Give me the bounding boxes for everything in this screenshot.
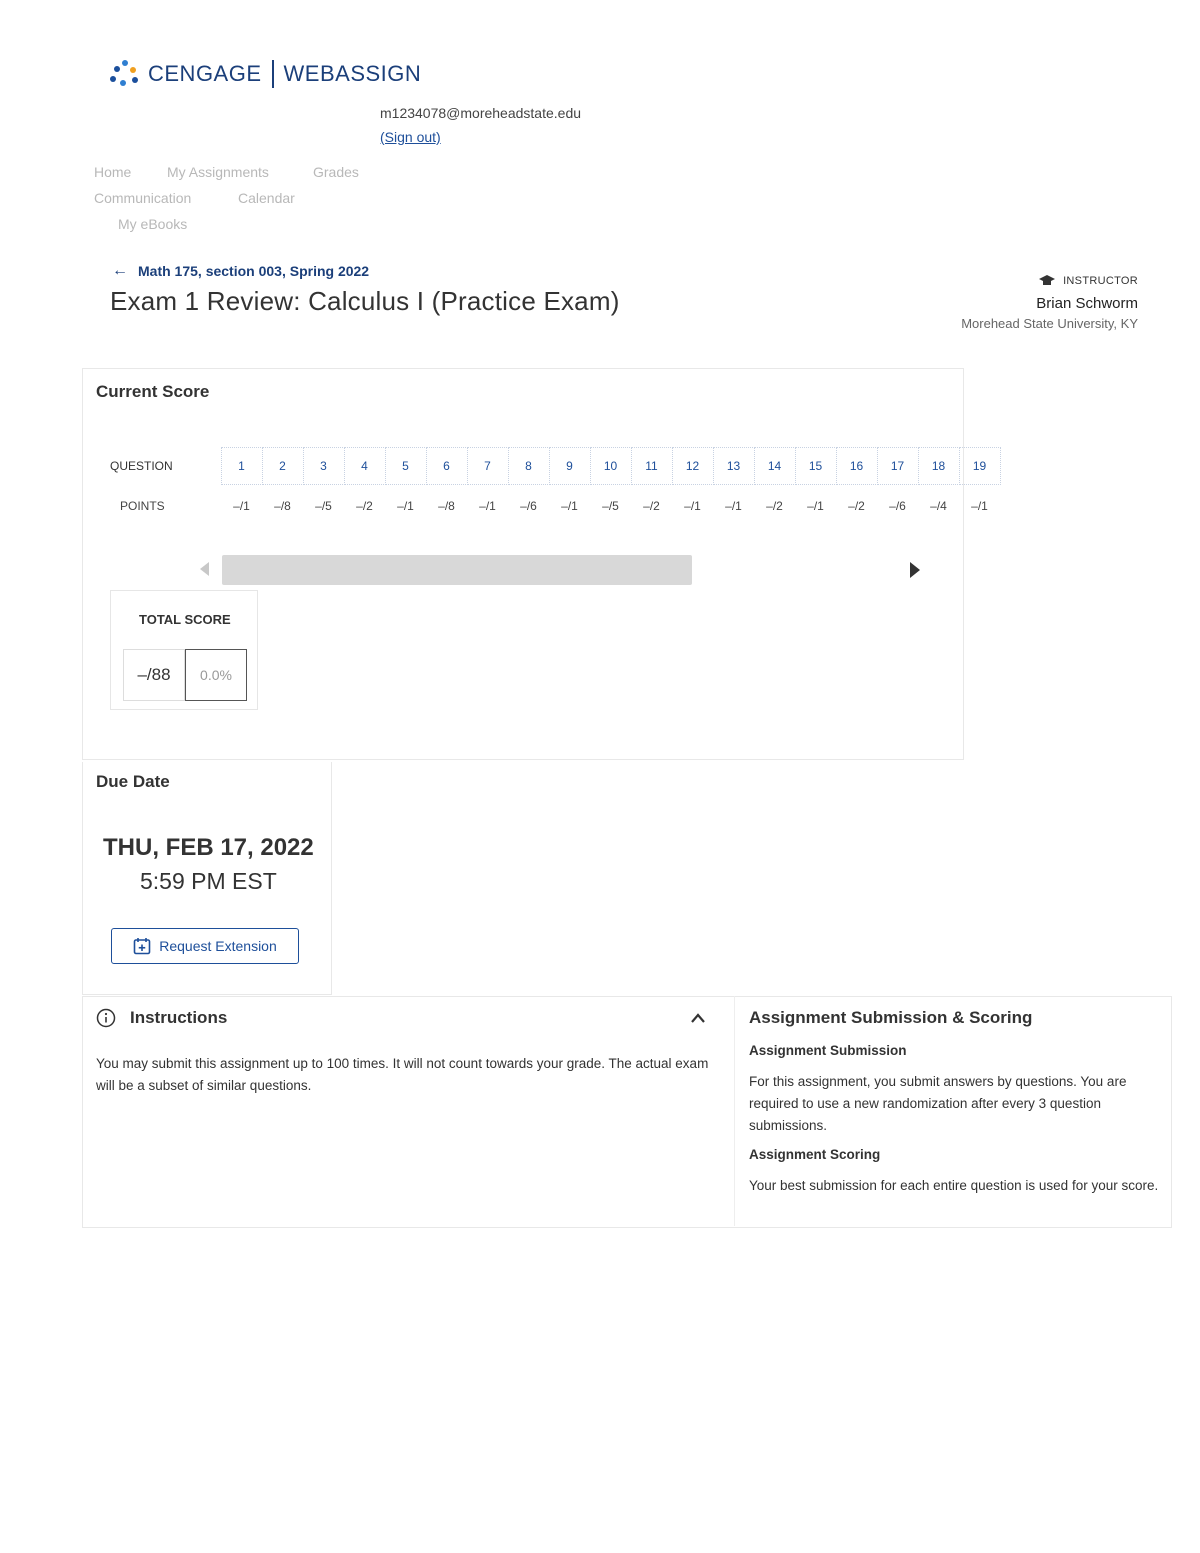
question-link-10[interactable]: 10 [590, 448, 631, 485]
points-cell: –/1 [479, 499, 496, 513]
question-link-15[interactable]: 15 [795, 448, 836, 485]
question-link-1[interactable]: 1 [221, 448, 262, 485]
panel-divider [734, 996, 735, 1226]
submission-text: For this assignment, you submit answers by questions. You are required to use a new randomization after every 3 question submissions. [749, 1074, 1127, 1133]
brand-divider [272, 60, 274, 88]
question-link-12[interactable]: 12 [672, 448, 713, 485]
brand-logo[interactable] [108, 58, 421, 90]
sign-out-link[interactable]: (Sign out) [380, 129, 441, 145]
instructor-role: INSTRUCTOR [1063, 275, 1138, 287]
points-cell: –/2 [848, 499, 865, 513]
points-cell: –/5 [602, 499, 619, 513]
calendar-plus-icon [133, 937, 151, 955]
total-score-label: TOTAL SCORE [139, 612, 231, 627]
back-to-course-link[interactable] [112, 262, 369, 280]
cengage-logo-icon [108, 58, 140, 90]
points-cell: –/1 [233, 499, 250, 513]
points-label: POINTS [120, 498, 165, 513]
back-arrow-icon: ← [112, 262, 128, 279]
due-date-heading: Due Date [96, 772, 170, 791]
question-link-18[interactable]: 18 [918, 448, 959, 485]
scoring-text: Your best submission for each entire question is used for your score. [749, 1178, 1159, 1193]
instructions-text: You may submit this assignment up to 100 times. It will not count towards your grade. The actual exam will be a subset of similar questions. [96, 1056, 709, 1093]
instructor-card [961, 275, 1138, 331]
nav-my-assignments[interactable]: My Assignments [167, 164, 269, 180]
question-link-14[interactable]: 14 [754, 448, 795, 485]
question-label: QUESTION [110, 459, 173, 473]
due-time: 5:59 PM EST [140, 868, 277, 894]
question-link-2[interactable]: 2 [262, 448, 303, 485]
due-date: THU, FEB 17, 2022 [103, 834, 314, 861]
course-name: Math 175, section 003, Spring 2022 [138, 263, 370, 279]
points-cell: –/6 [889, 499, 906, 513]
points-cell: –/8 [438, 499, 455, 513]
total-score-value: –/88 [123, 649, 185, 701]
points-cell: –/2 [356, 499, 373, 513]
points-cell: –/8 [274, 499, 291, 513]
request-extension-button[interactable] [111, 928, 299, 964]
page-title: Exam 1 Review: Calculus I (Practice Exam) [110, 286, 620, 316]
points-cell: –/2 [766, 499, 783, 513]
current-score-heading: Current Score [96, 382, 210, 401]
total-score-box [110, 590, 258, 710]
request-extension-label: Request Extension [159, 938, 277, 954]
points-cell: –/6 [520, 499, 537, 513]
points-cell: –/1 [684, 499, 701, 513]
question-link-9[interactable]: 9 [549, 448, 590, 485]
question-link-7[interactable]: 7 [467, 448, 508, 485]
points-cell: –/5 [315, 499, 332, 513]
points-cell: –/1 [971, 499, 988, 513]
scroll-left-icon[interactable] [200, 562, 209, 576]
instructions-heading: Instructions [130, 1008, 228, 1027]
chevron-up-icon[interactable] [690, 1011, 706, 1029]
question-link-5[interactable]: 5 [385, 448, 426, 485]
question-link-4[interactable]: 4 [344, 448, 385, 485]
question-link-16[interactable]: 16 [836, 448, 877, 485]
info-icon [96, 1008, 116, 1028]
nav-home[interactable]: Home [94, 164, 132, 180]
nav-grades[interactable]: Grades [313, 164, 359, 180]
question-link-6[interactable]: 6 [426, 448, 467, 485]
scoring-subheading: Assignment Scoring [749, 1147, 881, 1162]
question-link-11[interactable]: 11 [631, 448, 672, 485]
instructions-header[interactable] [96, 1008, 227, 1028]
question-link-8[interactable]: 8 [508, 448, 549, 485]
user-email: m1234078@moreheadstate.edu [380, 105, 582, 121]
instructor-name: Brian Schworm [1036, 295, 1138, 312]
scroll-right-icon[interactable] [910, 562, 920, 578]
nav-calendar[interactable]: Calendar [238, 190, 295, 206]
question-link-13[interactable]: 13 [713, 448, 754, 485]
points-cell: –/1 [561, 499, 578, 513]
points-cell: –/1 [397, 499, 414, 513]
nav-communication[interactable]: Communication [94, 190, 192, 206]
points-cell: –/1 [725, 499, 742, 513]
instructor-school: Morehead State University, KY [961, 316, 1138, 331]
points-cell: –/1 [807, 499, 824, 513]
submission-heading: Assignment Submission [749, 1043, 907, 1058]
horizontal-scrollbar[interactable] [222, 555, 692, 585]
graduation-cap-icon [1039, 275, 1055, 287]
product-name: WEBASSIGN [283, 61, 422, 86]
score-table [96, 447, 1001, 527]
points-cell: –/4 [930, 499, 947, 513]
points-cell: –/2 [643, 499, 660, 513]
question-link-17[interactable]: 17 [877, 448, 918, 485]
total-score-percent: 0.0% [185, 649, 247, 701]
nav-my-ebooks[interactable]: My eBooks [118, 216, 188, 232]
brand-name: CENGAGE [148, 61, 262, 86]
question-link-19[interactable]: 19 [959, 448, 1000, 485]
scoring-heading: Assignment Submission & Scoring [749, 1008, 1033, 1027]
question-link-3[interactable]: 3 [303, 448, 344, 485]
points-row [96, 485, 1000, 528]
question-row [96, 448, 1000, 485]
